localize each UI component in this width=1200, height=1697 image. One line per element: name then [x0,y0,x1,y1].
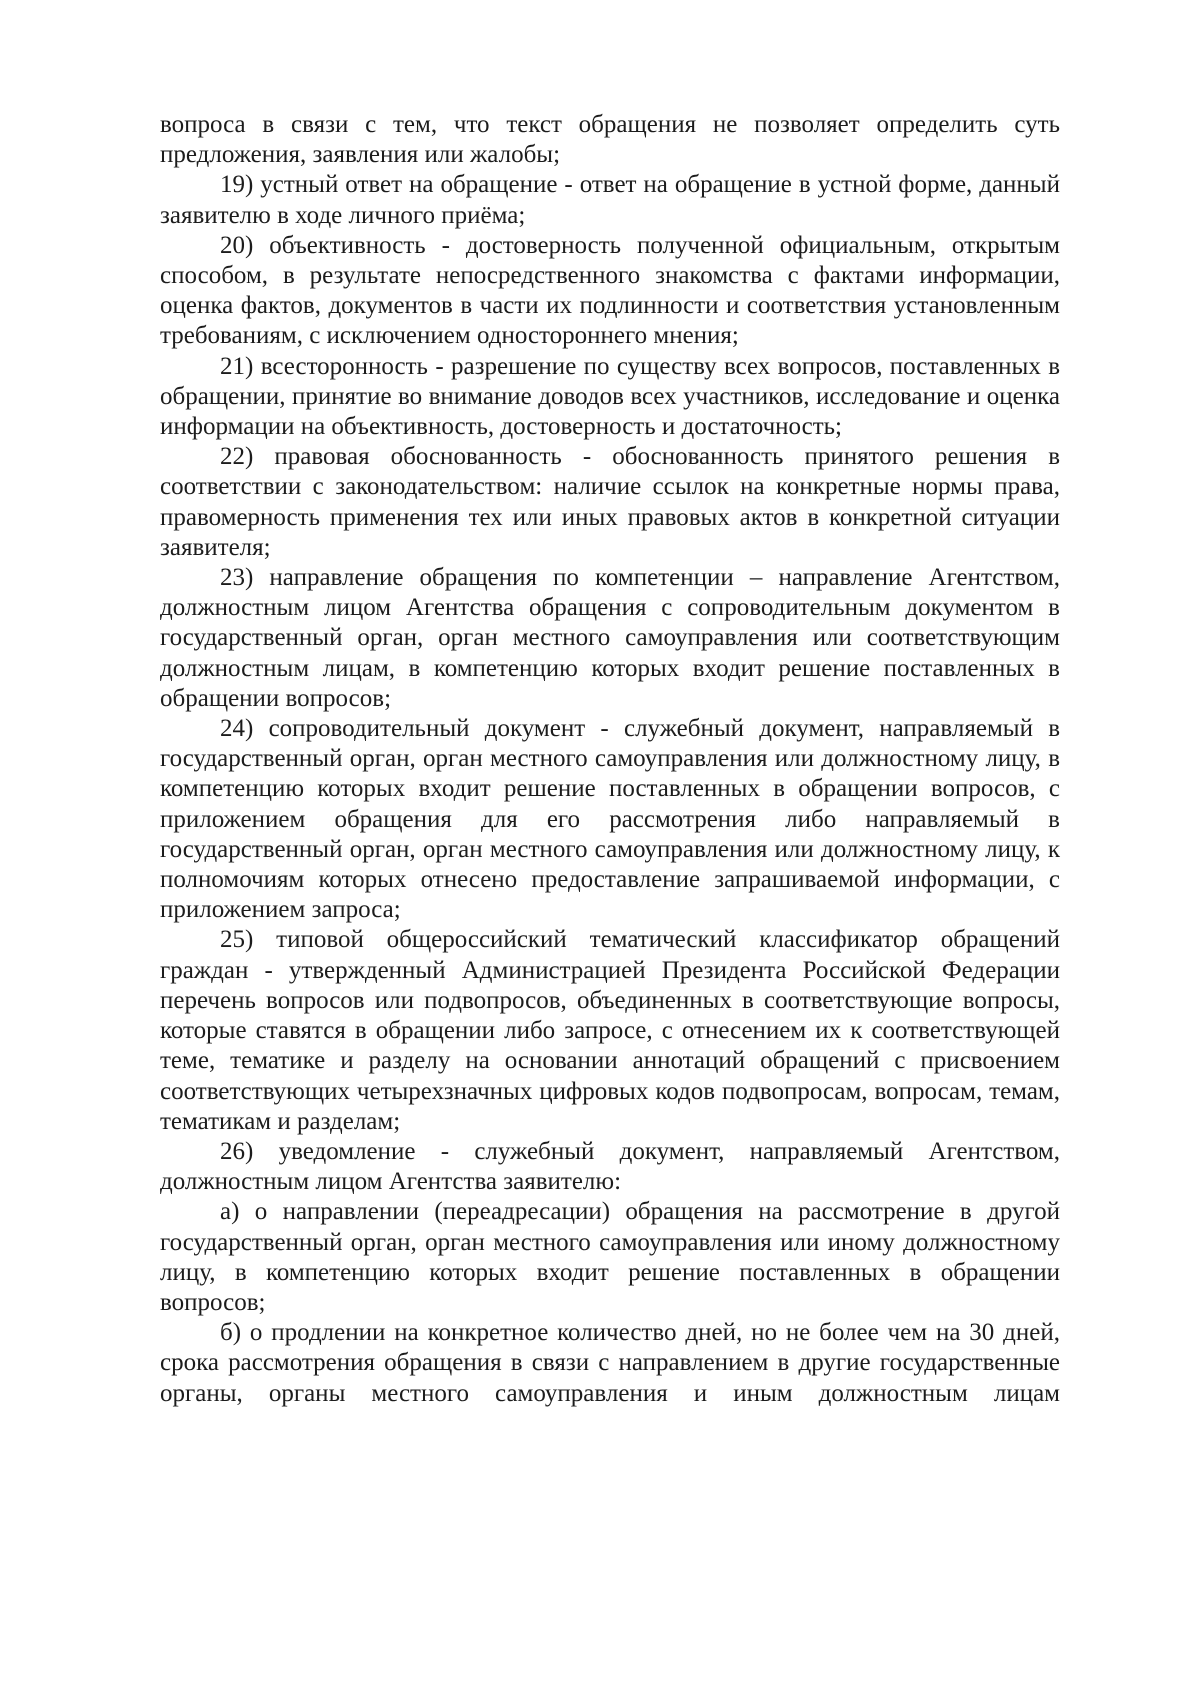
paragraph-22: 22) правовая обоснованность - обоснованность принятого решения в соответствии с законодательством: наличие ссылок на конкретные нормы права, правомерность применения тех или иных правовых актов в конкретной ситуации заявителя; [160,443,1060,561]
document-body [160,110,1060,1409]
paragraph-25: 25) типовой общероссийский тематический классификатор обращений граждан - утвержденный Администрацией Президента Российской Федерации перечень вопросов или подвопросов, объединенных в соответствующие вопросы, которые ставятся в обращении либо запросе, с отнесением их к соответствующей теме, тематике и разделу на основании аннотаций обращений с присвоением соответствующих четырехзначных цифровых кодов подвопросам, вопросам, темам, тематикам и разделам; [160,926,1060,1135]
paragraph-18-continuation: вопроса в связи с тем, что текст обращения не позволяет определить суть предложения, заявления или жалобы; [160,111,1060,169]
paragraph-21: 21) всесторонность - разрешение по существу всех вопросов, поставленных в обращении, принятие во внимание доводов всех участников, исследование и оценка информации на объективность, достоверность и достаточность; [160,352,1060,441]
paragraph-23: 23) направление обращения по компетенции – направление Агентством, должностным лицом Агентства обращения с сопроводительным документом в государственный орган, орган местного самоуправления или соответствующим должностным лицам, в компетенцию которых входит решение поставленных в обращении вопросов; [160,564,1060,712]
paragraph-26-b: б) о продлении на конкретное количество дней, но не более чем на 30 дней, срока рассмотрения обращения в связи с направлением в другие государственные органы, органы местного самоуправления и иным должностным лицам [160,1319,1060,1407]
paragraph-20: 20) объективность - достоверность полученной официальным, открытым способом, в результате непосредственного знакомства с фактами информации, оценка фактов, документов в части их подлинности и соответствия установленным требованиям, с исключением одностороннего мнения; [160,231,1060,350]
paragraph-24: 24) сопроводительный документ - служебный документ, направляемый в государственный орган, орган местного самоуправления или должностному лицу, в компетенцию которых входит решение поставленных в обращении вопросов, с приложением обращения для его рассмотрения либо направляемый в государственный орган, орган местного самоуправления или должностному лицу, к полномочиям которых отнесено предоставление запрашиваемой информации, с приложением запроса; [160,715,1060,924]
paragraph-19: 19) устный ответ на обращение - ответ на обращение в устной форме, данный заявителю в ходе личного приёма; [160,171,1060,229]
paragraph-26-a: а) о направлении (переадресации) обращения на рассмотрение в другой государственный орган, орган местного самоуправления или иному должностному лицу, в компетенцию которых входит решение поставленных в обращении вопросов; [160,1198,1060,1316]
paragraph-26: 26) уведомление - служебный документ, направляемый Агентством, должностным лицом Агентства заявителю: [160,1137,1060,1196]
